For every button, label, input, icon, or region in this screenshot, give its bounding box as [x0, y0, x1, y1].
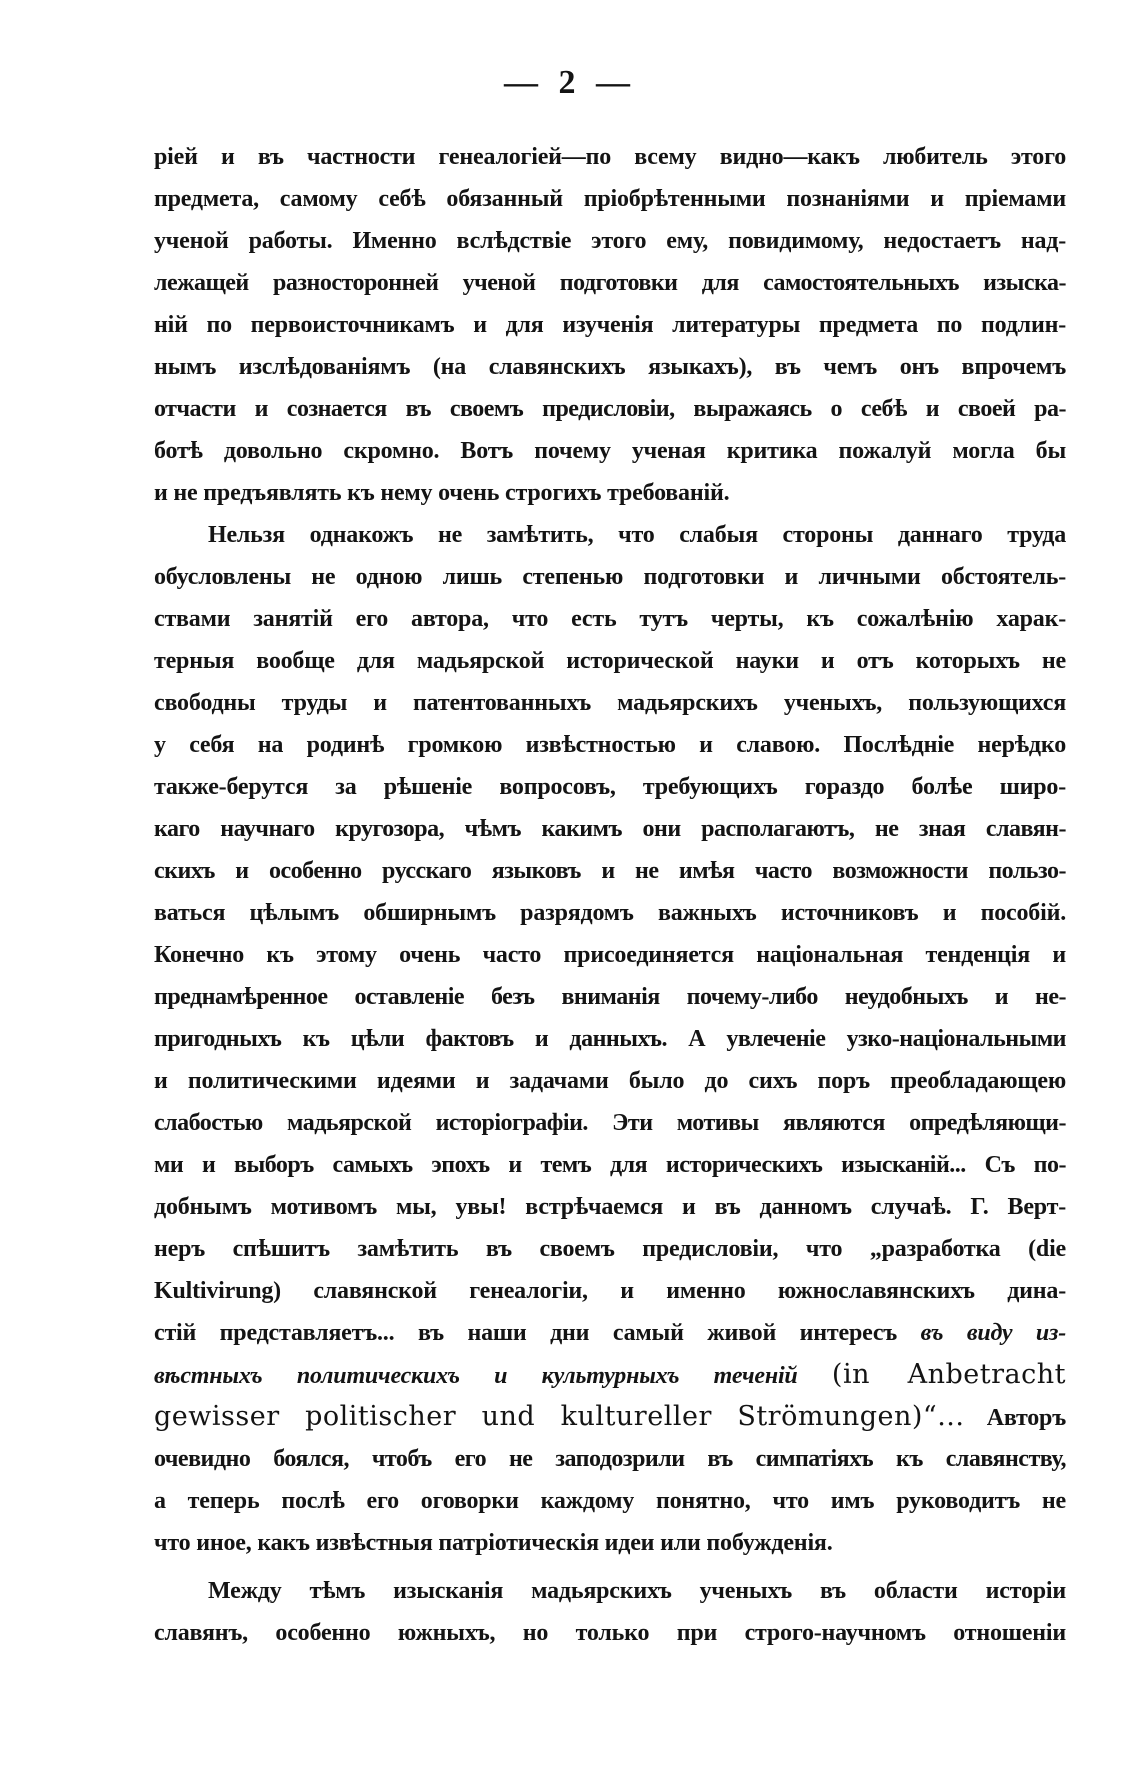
text-line: ствами занятій его автора, что есть тутъ черты, къ сожалѣнію харак- [154, 606, 1066, 632]
latin-segment: gewisser politischer und kultureller Strömungen)“... [154, 1401, 965, 1432]
paragraph-1 [154, 136, 1066, 514]
text-line: и политическими идеями и задачами было до сихъ поръ преобладающею [154, 1068, 1066, 1094]
text-line: ученой работы. Именно вслѣдствіе этого ему, повидимому, недостаетъ над- [154, 228, 1066, 254]
text-line: ній по первоисточникамъ и для изученія литературы предмета по подлин- [154, 312, 1066, 338]
text-line: что иное, какъ извѣстныя патріотическія идеи или побужденія. [154, 1530, 833, 1556]
text-line: слабостью мадьярской исторіографіи. Эти мотивы являются опредѣляющи- [154, 1110, 1066, 1136]
text-line-with-latin [154, 1396, 1066, 1438]
text-line: очевидно боялся, чтобъ его не заподозрили въ симпатіяхъ къ славянству, [154, 1446, 1066, 1472]
text-line: ми и выборъ самыхъ эпохъ и темъ для историческихъ изысканій... Съ по- [154, 1152, 1066, 1178]
italic-segment: вѣстныхъ политическихъ и культурныхъ теченій [154, 1363, 798, 1389]
text-line: преднамѣренное оставленіе безъ вниманія почему-либо неудобныхъ и не- [154, 984, 1066, 1010]
body-text [154, 136, 1066, 1654]
paragraph-3 [154, 1570, 1066, 1654]
text-line: у себя на родинѣ громкою извѣстностью и славою. Послѣдніе нерѣдко [154, 732, 1066, 758]
text-line-with-italic [154, 1312, 1066, 1354]
text-line: Между тѣмъ изысканія мадьярскихъ ученыхъ въ области исторіи [208, 1578, 1066, 1604]
text-line: обусловлены не одною лишь степенью подготовки и личными обстоятель- [154, 564, 1066, 590]
text-line: и не предъявлять къ нему очень строгихъ требованій. [154, 480, 730, 506]
text-line: а теперь послѣ его оговорки каждому понятно, что имъ руководитъ не [154, 1488, 1066, 1514]
text-line: пригодныхъ къ цѣли фактовъ и данныхъ. А увлеченіе узко-національными [154, 1026, 1066, 1052]
text-line: ріей и въ частности генеалогіей—по всему видно—какъ любитель этого [154, 144, 1066, 170]
text-line: предмета, самому себѣ обязанный пріобрѣтенными познаніями и пріемами [154, 186, 1066, 212]
text-line: Конечно къ этому очень часто присоединяется національная тенденція и [154, 942, 1066, 968]
text-line: Нельзя однакожъ не замѣтить, что слабыя стороны даннаго труда [208, 522, 1066, 548]
text-segment: стій представляетъ... въ наши дни самый живой интересъ [154, 1320, 898, 1346]
paragraph-2 [154, 514, 1066, 1564]
text-line: также-берутся за рѣшеніе вопросовъ, требующихъ гораздо болѣе широ- [154, 774, 1066, 800]
text-line: каго научнаго кругозора, чѣмъ какимъ они располагаютъ, не зная славян- [154, 816, 1066, 842]
text-line: скихъ и особенно русскаго языковъ и не имѣя часто возможности пользо- [154, 858, 1066, 884]
text-segment: Авторъ [986, 1405, 1066, 1431]
text-line: ботѣ довольно скромно. Вотъ почему ученая критика пожалуй могла бы [154, 438, 1066, 464]
italic-segment: въ виду из- [920, 1320, 1066, 1346]
page-number: — 2 — [504, 64, 636, 101]
text-line: свободны труды и патентованныхъ мадьярскихъ ученыхъ, пользующихся [154, 690, 1066, 716]
text-line-with-latin [154, 1354, 1066, 1396]
text-line: лежащей разносторонней ученой подготовки для самостоятельныхъ изыска- [154, 270, 1066, 296]
text-line: ваться цѣлымъ обширнымъ разрядомъ важныхъ источниковъ и пособій. [154, 900, 1066, 926]
text-line: добнымъ мотивомъ мы, увы! встрѣчаемся и въ данномъ случаѣ. Г. Верт- [154, 1194, 1066, 1220]
text-line: славянъ, особенно южныхъ, но только при строго-научномъ отношеніи [154, 1620, 1066, 1646]
text-line: нымъ изслѣдованіямъ (на славянскихъ языкахъ), въ чемъ онъ впрочемъ [154, 354, 1066, 380]
text-line: Kultivirung) славянской генеалогіи, и именно южнославянскихъ дина- [154, 1278, 1066, 1304]
text-line: терныя вообще для мадьярской исторической науки и отъ которыхъ не [154, 648, 1066, 674]
latin-segment: (in Anbetracht [831, 1359, 1066, 1390]
text-line: отчасти и сознается въ своемъ предисловіи, выражаясь о себѣ и своей ра- [154, 396, 1066, 422]
text-line: неръ спѣшитъ замѣтить въ своемъ предисловіи, что „разработка (die [154, 1236, 1066, 1262]
